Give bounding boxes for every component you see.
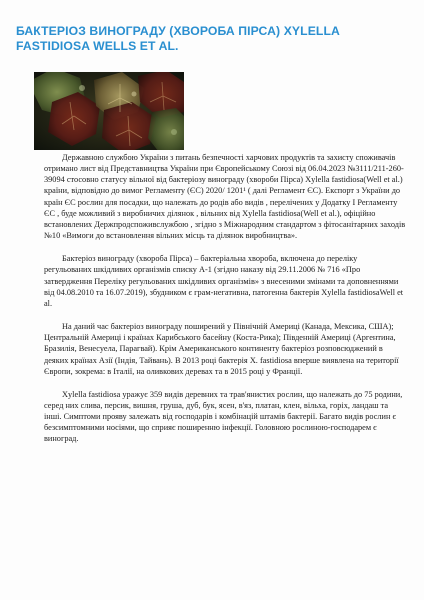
paragraph-export-status: Державною службою України з питань безпечності харчових продуктів та захисту споживачів отримано лист від Представництва України при Європейському Союзі від 06.04.2023 №3111/211-260-39094 стосовно статусу вільної від бактеріозу винограду (хвороби Пірса) Xylella fastidiosa(Well et al.) країни, відповідно до вимог Регламенту (ЄС) 2020/ 1201¹ ( далі Регламент ЄС). Експорт з України до країн ЄС рослин для посадки, що належать до родів або видів , перелічених у Додатку І Регламенту ЄС , буде можливий з виробничих ділянок , вільних від Xylella fastidiosa(Well et al.), офіційно встановлених Держпродспоживслужбою , згідно з Міжнародним стандартом з фітосанітарних заходів №10 «Вимоги до встановлення вільних місць та ділянок виробництва». xyxy=(44,153,406,241)
document-body xyxy=(0,152,424,445)
grapevine-leaves-photo xyxy=(34,72,184,150)
paragraph-host-plants: Xylella fastidiosa уражує 359 видів деревних та трав'янистих рослин, що належать до 75 родини, серед них слива, персик, вишня, груша, дуб, бук, ясен, в'яз, платан, клен, вільха, горіх, ландаш та інші. Симптоми прояву залежать від господарів і комбінацій штамів бактерії. Багато видів рослин є безсимптомними носіями, що сприяє поширенню інфекції. Головною рослиною-господарем є виноград. xyxy=(44,389,403,444)
paragraph-distribution: На даний час бактеріоз винограду поширений у Північній Америці (Канада, Мексика, США); Центральній Америці і країнах Карибського басейну (Коста-Рика); Південній Америці (Аргентина, Бразилія, Венесуела, Парагвай). Крім Американського континенту бактеріоз розповсюджений в деяких країнах Азії (Індія, Тайвань). В 2013 році бактерія X. fastidiosa вперше виявлена на території Європи, зокрема: в Італії, на оливкових деревах та в 2015 році у Франції. xyxy=(44,322,399,376)
paragraph-disease-description: Бактеріоз винограду (хвороба Пірса) – бактеріальна хвороба, включена до переліку регульованих шкідливих організмів списку А-1 (згідно наказу від 29.11.2006 № 716 «Про затвердження Переліку регульованих шкідливих організмів» з внесеними змінами та доповненнями від 04.08.2010 та 16.07.2019), збудником є грам-негативна, патогенна бактерія Xylella fastidiosaWell et al. xyxy=(44,254,404,308)
document-title: БАКТЕРІОЗ ВИНОГРАДУ (ХВОРОБА ПІРСА) XYLELLA FASTIDIOSA WELLS ET AL. xyxy=(16,24,340,53)
